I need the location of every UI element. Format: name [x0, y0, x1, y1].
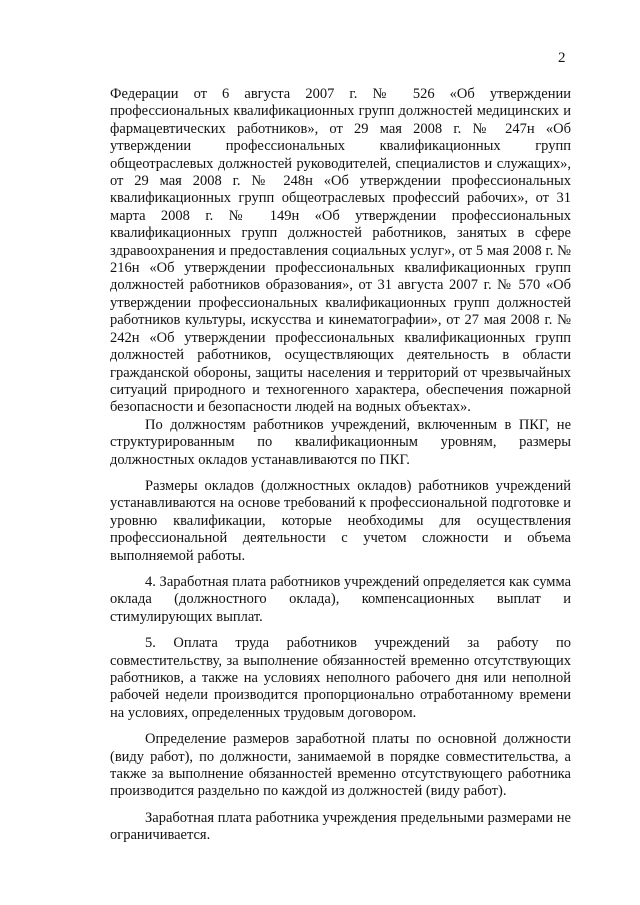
page-number: 2 [558, 50, 566, 66]
document-body [110, 86, 571, 845]
paragraph-salary-basis: Размеры окладов (должностных окладов) работников учреждений устанавливаются на основе требований к профессиональной подготовке и уровню квалификации, которые необходимы для осуществления профессиональной деятельности с учетом сложности и объема выполняемой работы. [110, 477, 571, 564]
paragraph-item-4: 4. Заработная плата работников учреждений определяется как сумма оклада (должностного оклада), компенсационных выплат и стимулирующих выплат. [110, 573, 571, 625]
paragraph-salary-determination: Определение размеров заработной платы по основной должности (виду работ), по должности, занимаемой в порядке совместительства, а также за выполнение обязанностей временно отсутствующего работника производится раздельно по каждой из должностей (виду работ). [110, 731, 571, 800]
paragraph-continuation: Федерации от 6 августа 2007 г. № 526 «Об утверждении профессиональных квалификационных групп должностей медицинских и фармацевтических работников», от 29 мая 2008 г. № 247н «Об утверждении профессиональных квалификационных групп общеотраслевых должностей руководителей, специалистов и служащих», от 29 мая 2008 г. № 248н «Об утверждении профессиональных квалификационных групп общеотраслевых профессий рабочих», от 31 марта 2008 г. № 149н «Об утверждении профессиональных квалификационных групп должностей работников, занятых в сфере здравоохранения и предоставления социальных услуг», от 5 мая 2008 г. № 216н «Об утверждении профессиональных квалификационных групп должностей работников образования», от 31 августа 2007 г. № 570 «Об утверждении профессиональных квалификационных групп должностей работников культуры, искусства и кинематографии», от 27 мая 2008 г. № 242н «Об утверждении профессиональных квалификационных групп должностей работников, осуществляющих деятельность в области гражданской обороны, защиты населения и территорий от чрезвычайных ситуаций природного и техногенного характера, обеспечения пожарной безопасности и безопасности людей на водных объектах». [110, 86, 571, 416]
paragraph-item-5: 5. Оплата труда работников учреждений за работу по совместительству, за выполнение обязанностей временно отсутствующих работников, а также на условиях неполного рабочего дня или неполной рабочей недели производится пропорционально отработанному времени на условиях, определенных трудовым договором. [110, 635, 571, 721]
paragraph-salary-limit: Заработная плата работника учреждения предельными размерами не ограничивается. [110, 809, 571, 844]
paragraph-pkg-salaries: По должностям работников учреждений, включенным в ПКГ, не структурированным по квалификационным уровням, размеры должностных окладов устанавливаются по ПКГ. [110, 416, 571, 468]
